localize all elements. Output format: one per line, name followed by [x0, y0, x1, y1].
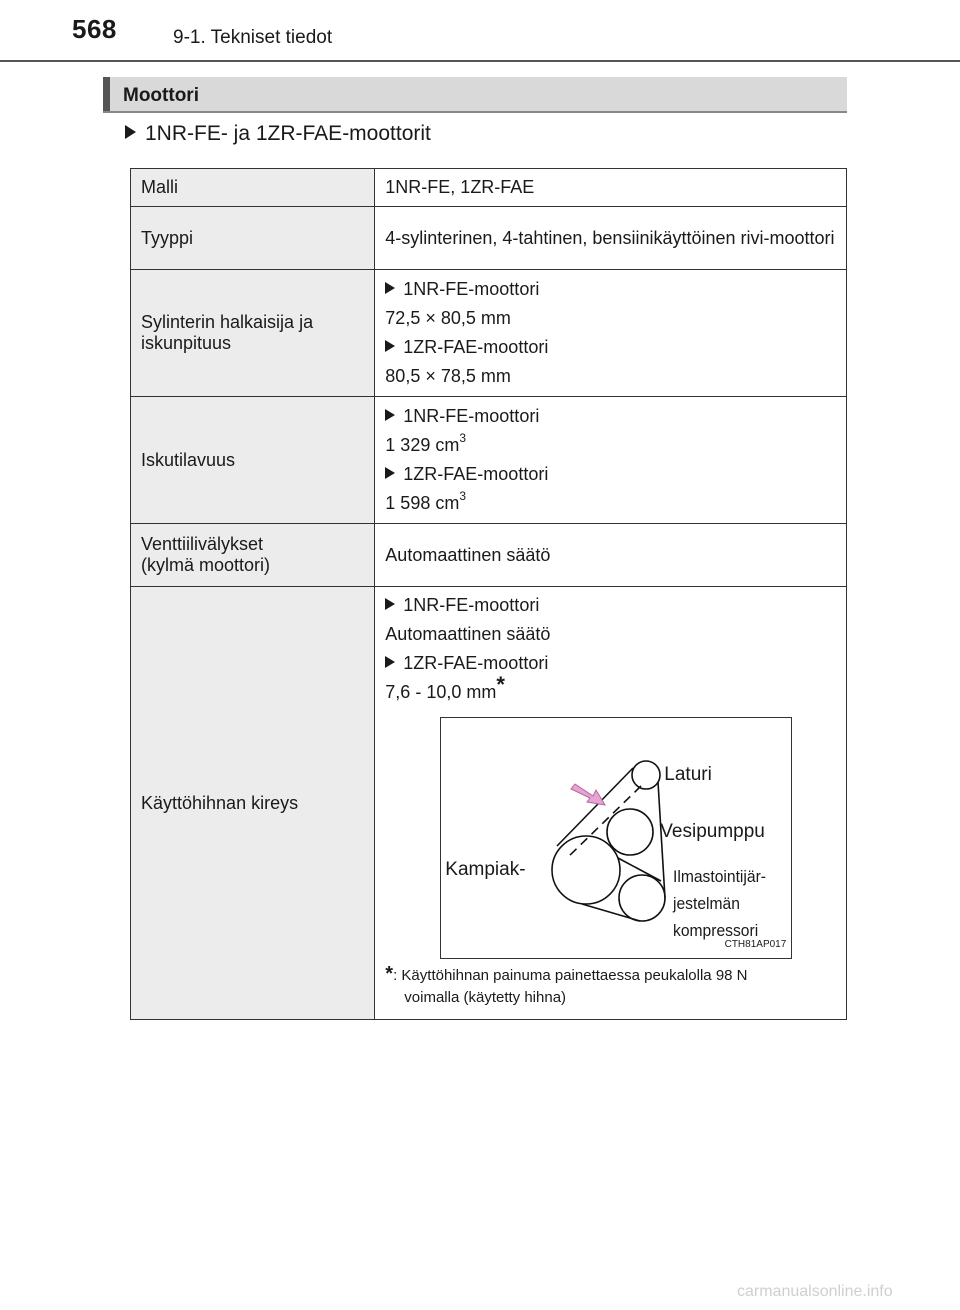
- bullet-triangle-icon: [385, 598, 395, 610]
- type-text: 4-sylinterinen, 4-tahtinen, bensiinikäyttöinen rivi-moottori: [385, 227, 835, 248]
- bullet-triangle-icon: [125, 125, 136, 139]
- belt-segment: [618, 858, 661, 881]
- table-row: [131, 169, 847, 207]
- belt-segment: [557, 768, 633, 846]
- row-value: Automaattinen säätö: [375, 524, 847, 587]
- row-label: Tyyppi: [131, 207, 375, 270]
- row-value: [375, 397, 847, 524]
- nr-engine-value: Automaattinen säätö: [385, 624, 551, 644]
- crankshaft-pulley: [552, 836, 620, 904]
- row-value: [375, 207, 847, 270]
- subheading: [125, 122, 431, 146]
- nr-engine-title: 1NR-FE-moottori: [385, 595, 836, 616]
- label-laturi: Laturi: [664, 764, 712, 785]
- zr-engine-value: 7,6 - 10,0 mm*: [385, 672, 505, 702]
- page-number: 568: [72, 14, 117, 44]
- bullet-triangle-icon: [385, 656, 395, 668]
- table-row: [131, 524, 847, 587]
- label-line: Venttiilivälykset: [141, 534, 264, 554]
- footnote-mark: *: [496, 672, 505, 697]
- heading-underline: [103, 111, 847, 113]
- page-header: [0, 0, 960, 62]
- footnote-text-cont: voimalla (käytetty hihna): [404, 989, 567, 1006]
- zr-engine-value: 80,5 × 78,5 mm: [385, 366, 511, 386]
- pointer-arrow-icon: [571, 784, 605, 805]
- section-title: 9-1. Tekniset tiedot: [173, 27, 333, 48]
- label-compressor: Ilmastointijär- jestelmän kompressori: [673, 867, 767, 940]
- table-row: [131, 207, 847, 270]
- unit-exponent: 3: [459, 489, 467, 503]
- footnote-text: : Käyttöhihnan painuma painettaessa peukalolla 98 N: [393, 967, 748, 984]
- watermark: carmanualsonline.info: [737, 1283, 893, 1300]
- unit-exponent: 3: [459, 431, 467, 445]
- zr-engine-title: 1ZR-FAE-moottori: [385, 464, 836, 485]
- row-label: Malli: [131, 169, 375, 207]
- figure-code: CTH81AP017: [724, 939, 787, 950]
- nr-engine-value: 1 329 $cm^3$: [385, 431, 467, 455]
- bullet-triangle-icon: [385, 467, 395, 479]
- water-pump-pulley: [607, 809, 653, 855]
- table-row: [131, 587, 847, 1020]
- subheading-text: 1NR-FE- ja 1ZR-FAE-moottorit: [145, 122, 431, 145]
- zr-engine-title: 1ZR-FAE-moottori: [385, 653, 836, 674]
- bullet-triangle-icon: [385, 282, 395, 294]
- row-label: [131, 524, 375, 587]
- footnote: [385, 963, 836, 1009]
- belt-segment: [582, 904, 640, 921]
- bullet-triangle-icon: [385, 409, 395, 421]
- row-value: 1NR-FE, 1ZR-FAE: [375, 169, 847, 207]
- nr-engine-title: 1NR-FE-moottori: [385, 406, 836, 427]
- nr-engine-value: 72,5 × 80,5 mm: [385, 308, 511, 328]
- row-label: Sylinterin halkaisija ja iskunpituus: [131, 270, 375, 397]
- heading-accent: [103, 77, 110, 113]
- compressor-pulley: [619, 875, 665, 921]
- label-vesipumppu: Vesipumppu: [660, 821, 765, 842]
- row-label: Käyttöhihnan kireys: [131, 587, 375, 1020]
- table-row: [131, 397, 847, 524]
- section-heading: Moottori: [123, 85, 199, 106]
- zr-engine-title: 1ZR-FAE-moottori: [385, 337, 836, 358]
- engine-spec-table: [130, 168, 847, 1020]
- label-kampiak: Kampiak-: [445, 859, 526, 880]
- label-line: (kylmä moottori): [141, 555, 271, 575]
- bullet-triangle-icon: [385, 340, 395, 352]
- footnote-mark: *: [385, 963, 394, 985]
- section-heading-bar: [103, 77, 847, 113]
- zr-engine-value: 1 598 $cm^3$: [385, 489, 467, 513]
- row-label: Iskutilavuus: [131, 397, 375, 524]
- table-row: [131, 270, 847, 397]
- belt-diagram: [440, 717, 792, 959]
- row-value: [375, 587, 847, 1020]
- row-value: [375, 270, 847, 397]
- nr-engine-title: 1NR-FE-moottori: [385, 279, 836, 300]
- header-divider: [0, 60, 960, 62]
- alternator-pulley: [632, 761, 660, 789]
